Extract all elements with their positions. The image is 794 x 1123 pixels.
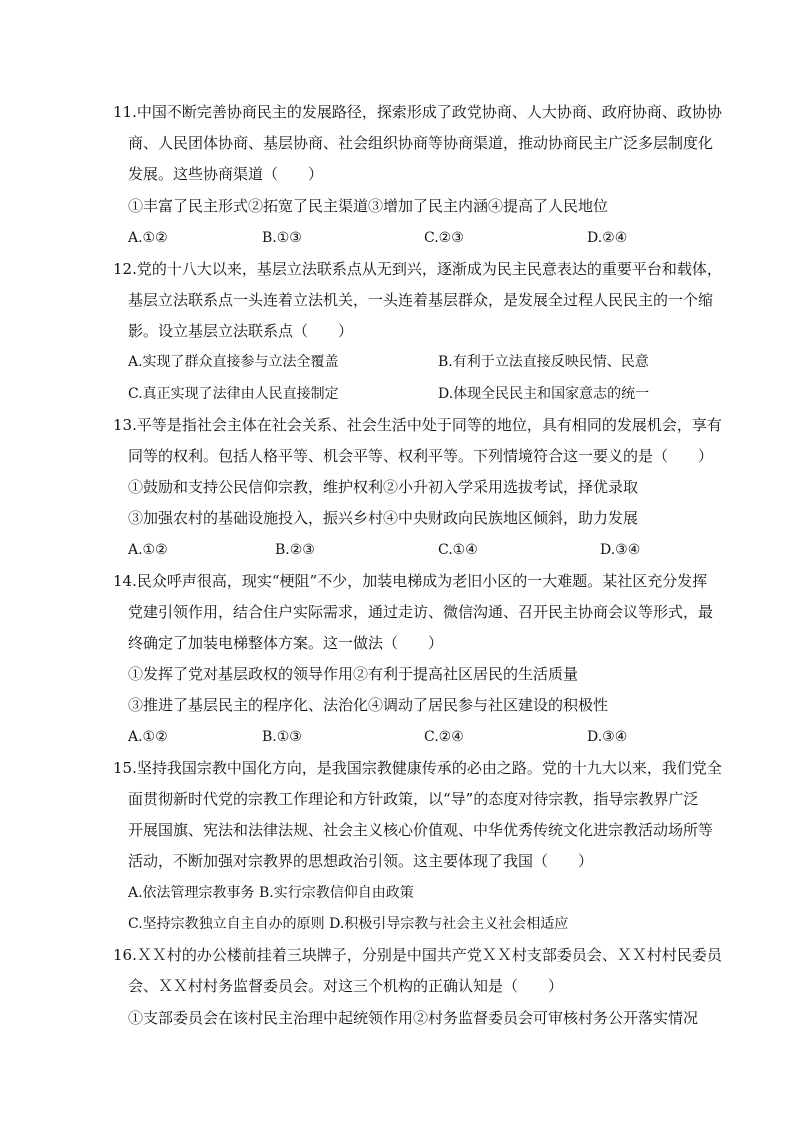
option-b: B.①③ xyxy=(262,230,302,246)
options-line-ab: A.依法管理宗教事务 B.实行宗教信仰自由政策 xyxy=(128,885,414,901)
question-text-line: 商、人民团体协商、基层协商、社会组织协商等协商渠道，推动协商民主广泛多层制度化 xyxy=(128,134,714,152)
option-b: B.②③ xyxy=(275,542,315,558)
statement-line: ①鼓励和支持公民信仰宗教，维护权利②小升初入学采用选拔考试，择优录取 xyxy=(128,478,639,496)
option-a: A.①② xyxy=(128,230,168,246)
option-a: A.①② xyxy=(128,729,168,745)
statement-line: ①丰富了民主形式②拓宽了民主渠道③增加了民主内涵④提高了人民地位 xyxy=(128,197,609,215)
option-b: B.①③ xyxy=(262,729,302,745)
option-b: B.有利于立法直接反映民情、民意 xyxy=(438,354,649,370)
question-text-line: 党建引领作用，结合住户实际需求，通过走访、微信沟通、召开民主协商会议等形式，最 xyxy=(128,603,714,621)
question-text-line: 面贯彻新时代党的宗教工作理论和方针政策，以“导”的态度对待宗教，指导宗教界广泛 xyxy=(128,790,699,808)
option-c: C.②④ xyxy=(424,729,464,745)
question-text-line: 活动，不断加强对宗教界的思想政治引领。这主要体现了我国（ ） xyxy=(128,852,594,870)
option-d: D.体现全民民主和国家意志的统一 xyxy=(438,386,650,402)
question-text-line: 14.民众呼声很高，现实“梗阻”不少，加装电梯成为老旧小区的一大难题。某社区充分发挥 xyxy=(113,572,708,590)
question-text-line: 同等的权利。包括人格平等、机会平等、权利平等。下列情境符合这一要义的是（ ） xyxy=(128,447,714,465)
question-text-line: 开展国旗、宪法和法律法规、社会主义核心价值观、中华优秀传统文化进宗教活动场所等 xyxy=(128,821,714,839)
statement-line: ③加强农村的基础设施投入，振兴乡村④中央财政向民族地区倾斜，助力发展 xyxy=(128,509,639,527)
statement-line: ①支部委员会在该村民主治理中起统领作用②村务监督委员会可审核村务公开落实情况 xyxy=(128,1009,699,1027)
question-text-line: 发展。这些协商渠道（ ） xyxy=(128,165,324,183)
question-text-line: 13.平等是指社会主体在社会关系、社会生活中处于同等的地位，具有相同的发展机会，享有 xyxy=(113,416,722,434)
options-line-cd: C.坚持宗教独立自主自办的原则 D.积极引导宗教与社会主义社会相适应 xyxy=(128,916,569,932)
option-d: D.③④ xyxy=(587,729,628,745)
question-text-line: 影。设立基层立法联系点（ ） xyxy=(128,322,354,340)
question-text-line: 会、ＸＸ村村务监督委员会。对这三个机构的正确认知是（ ） xyxy=(128,977,564,995)
question-text-line: 12.党的十八大以来，基层立法联系点从无到兴，逐渐成为民主民意表达的重要平台和载体， xyxy=(113,260,722,278)
option-c: C.真正实现了法律由人民直接制定 xyxy=(128,386,339,402)
question-text-line: 16.ＸＸ村的办公楼前挂着三块牌子，分别是中国共产党ＸＸ村支部委员会、ＸＸ村村民委员 xyxy=(113,946,722,964)
option-a: A.实现了群众直接参与立法全覆盖 xyxy=(128,354,339,370)
option-c: C.①④ xyxy=(438,542,478,558)
statement-line: ①发挥了党对基层政权的领导作用②有利于提高社区居民的生活质量 xyxy=(128,665,579,683)
option-d: D.③④ xyxy=(600,542,641,558)
statement-line: ③推进了基层民主的程序化、法治化④调动了居民参与社区建设的积极性 xyxy=(128,696,609,714)
question-text-line: 终确定了加装电梯整体方案。这一做法（ ） xyxy=(128,634,444,652)
option-c: C.②③ xyxy=(424,230,464,246)
option-d: D.②④ xyxy=(587,230,628,246)
question-text-line: 11.中国不断完善协商民主的发展路径，探索形成了政党协商、人大协商、政府协商、政协协 xyxy=(113,103,722,121)
option-a: A.①② xyxy=(128,542,168,558)
question-text-line: 15.坚持我国宗教中国化方向，是我国宗教健康传承的必由之路。党的十九大以来，我们党全 xyxy=(113,759,722,777)
question-text-line: 基层立法联系点一头连着立法机关，一头连着基层群众，是发展全过程人民民主的一个缩 xyxy=(128,291,714,309)
